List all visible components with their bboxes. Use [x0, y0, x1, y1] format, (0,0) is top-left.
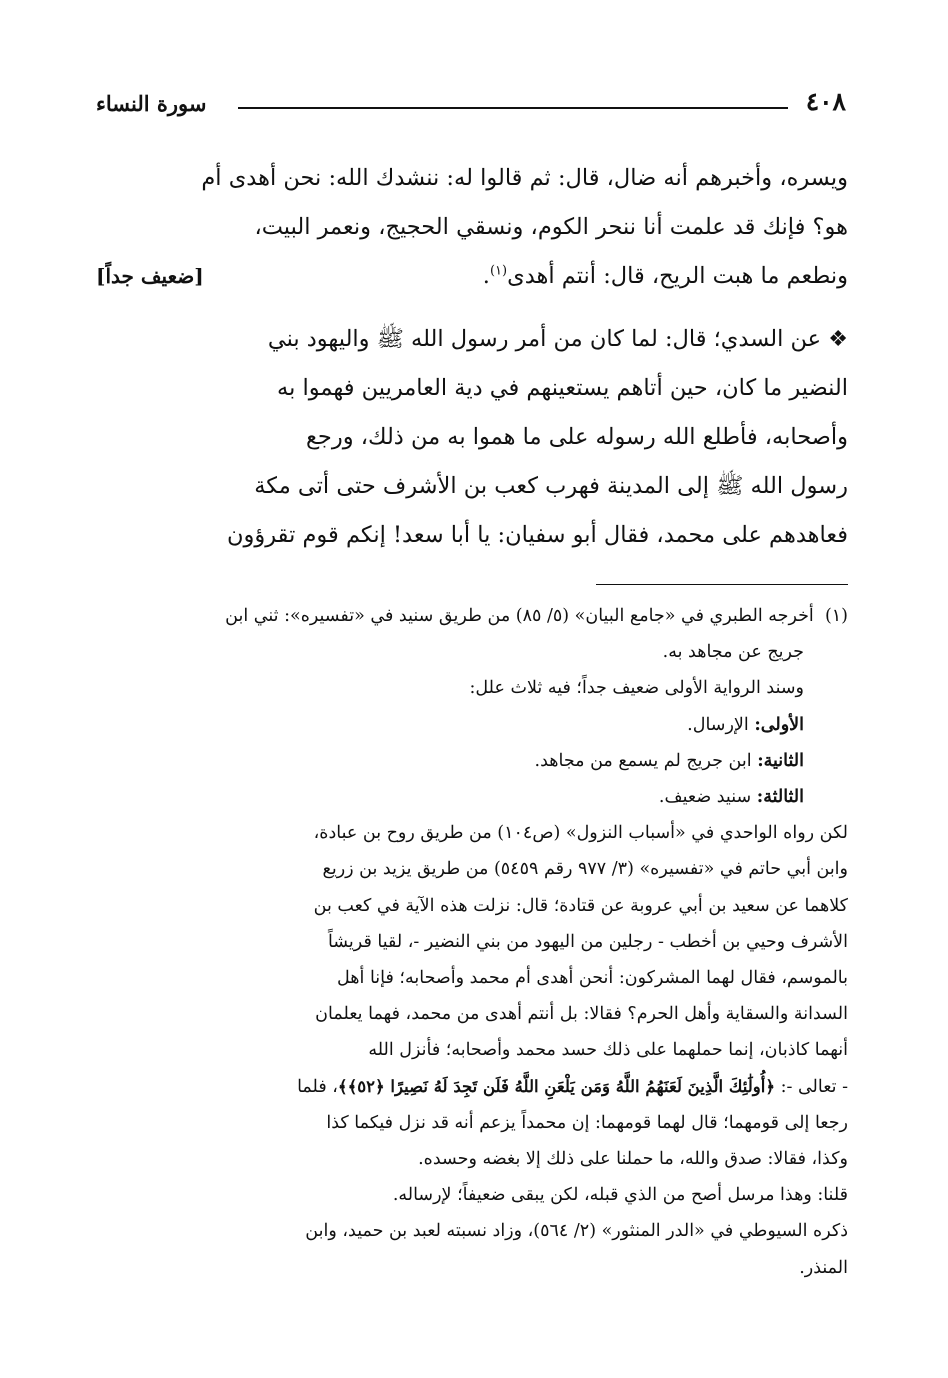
footnote-line: المنذر.	[799, 1257, 848, 1278]
point-label: الثالثة:	[756, 787, 804, 808]
text-fragment: سنيد ضعيف.	[658, 787, 752, 808]
footnote-line: لكن رواه الواحدي في «أسباب النزول» (ص١٠٤) من طريق روح بن عبادة،	[313, 823, 848, 844]
text-fragment: - تعالى -:	[780, 1076, 848, 1097]
footnote-line	[96, 598, 848, 634]
footnote-marker: (١)	[824, 606, 848, 626]
footnote-reference: (١)	[489, 263, 508, 279]
footnote-line: جريج عن مجاهد به.	[662, 642, 804, 663]
footnote-line	[96, 743, 848, 779]
header-rule	[238, 107, 788, 109]
text-fragment: ونطعم ما هبت الريح، قال: أنتم أهدى	[507, 263, 848, 289]
footnote-line: بالموسم، فقال لهما المشركون: أنحن أهدى أم محمد وأصحابه؛ فإنا أهل	[337, 968, 848, 989]
main-text	[96, 154, 848, 560]
page-number: ٤٠٨	[805, 87, 846, 116]
footnote-line	[96, 1069, 848, 1105]
text-fragment: ، فلما	[297, 1076, 338, 1097]
surah-title: سورة النساء	[96, 91, 207, 116]
text-line: وأصحابه، فأطلع الله رسوله على ما هموا به من ذلك، ورجع	[305, 424, 848, 450]
text-fragment: الإرسال.	[687, 714, 749, 735]
footnote-line	[96, 707, 848, 743]
text-fragment: عن السدي؛ قال: لما كان من أمر رسول الله ﷺ واليهود بني	[267, 326, 822, 352]
text-fragment: ابن جريج لم يسمع من مجاهد.	[534, 750, 752, 771]
footnote-line: رجعا إلى قومهما؛ قال لهما قومهما: إن محمداً يزعم أنه قد نزل فيكما كذا	[326, 1112, 848, 1133]
text-line: ويسره، وأخبرهم أنه ضال، قال: ثم قالوا له: ننشدك الله: نحن أهدى أم	[201, 165, 848, 191]
text-line: النضير ما كان، حين أتاهم يستعينهم في دية العامريين فهموا به	[277, 375, 848, 401]
text-line	[96, 315, 848, 364]
footnote-line: وسند الرواية الأولى ضعيف جداً؛ فيه ثلاث علل:	[469, 678, 804, 699]
text-fragment: أخرجه الطبري في «جامع البيان» (٥/ ٨٥) من طريق سنيد في «تفسيره»: ثني ابن	[225, 606, 814, 626]
point-label: الثانية:	[757, 750, 804, 771]
footnotes	[96, 598, 848, 1286]
footnote-line: كلاهما عن سعيد بن أبي عروبة عن قتادة؛ قال: نزلت هذه الآية في كعب بن	[313, 895, 848, 916]
text-line: هو؟ فإنك قد علمت أنا ننحر الكوم، ونسقي الحجيج، ونعمر البيت،	[254, 214, 848, 240]
text-line: رسول الله ﷺ إلى المدينة فهرب كعب بن الأشرف حتى أتى مكة	[254, 473, 848, 499]
footnote-separator	[596, 584, 848, 585]
footnote-line	[96, 779, 848, 815]
footnote-line: الأشرف وحيي بن أخطب - رجلين من اليهود من بني النضير -، لقيا قريشاً	[327, 931, 848, 952]
grade-label: [ضعيف جداً]	[96, 264, 204, 288]
footnote-line: ذكره السيوطي في «الدر المنثور» (٢/ ٥٦٤)، وزاد نسبته لعبد بن حميد، وابن	[305, 1221, 848, 1242]
footnote-line: وكذا، فقالا: صدق والله، ما حملنا على ذلك إلا بغضه وحسده.	[418, 1149, 848, 1170]
book-page	[96, 78, 848, 1338]
footnote-line: السدانة والسقاية وأهل الحرم؟ فقالا: بل أنتم أهدى من محمد، فهما يعلمان	[315, 1004, 848, 1025]
footnote-line: وابن أبي حاتم في «تفسيره» (٣/ ٩٧٧ رقم ٥٤٥٩) من طريق يزيد بن زريع	[322, 859, 848, 880]
running-header	[96, 86, 848, 120]
text-line: ونطعم ما هبت الريح، قال: أنتم أهدى$^{(١)}$. [ضعيف جداً]	[96, 252, 848, 301]
quran-verse: ﴿أُولَٰئِكَ الَّذِينَ لَعَنَهُمُ اللَّهُ وَمَن يَلْعَنِ اللَّهُ فَلَن تَجِدَ لَهُ نَصِيرًا ﴿٥٢﴾﴾	[337, 1076, 775, 1096]
footnote-line: أنهما كاذبان، إنما حملهما على ذلك حسد محمد وأصحابه؛ فأنزل الله	[368, 1040, 848, 1061]
text-line: فعاهدهم على محمد، فقال أبو سفيان: يا أبا سعد! إنكم قوم تقرؤون	[227, 522, 848, 548]
point-label: الأولى:	[754, 714, 804, 735]
diamond-bullet-icon: ❖	[828, 327, 848, 352]
footnote-line: قلنا: وهذا مرسل أصح من الذي قبله، لكن يبقى ضعيفاً؛ لإرساله.	[392, 1185, 848, 1206]
